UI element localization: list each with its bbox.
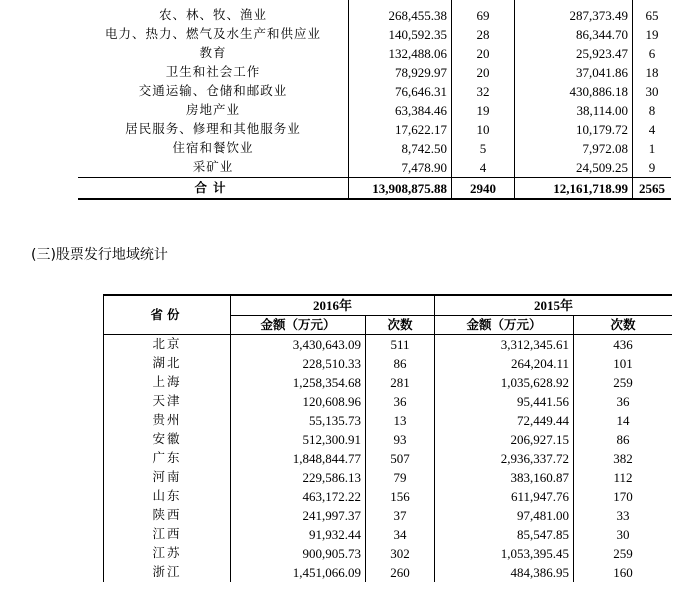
count-2015: 259	[574, 544, 673, 563]
industry-name: 农、林、牧、渔业	[78, 6, 349, 25]
amount-2015: 97,481.00	[435, 506, 574, 525]
amount-2015: 484,386.95	[435, 563, 574, 582]
count-2016: 28	[452, 25, 515, 44]
amount-2016: 63,384.46	[349, 101, 452, 120]
total-count-2015: 2565	[633, 178, 672, 200]
count-2015: 4	[633, 120, 672, 139]
amount-2015: 287,373.49	[515, 6, 633, 25]
table-row	[104, 563, 673, 582]
province-name: 安徽	[104, 430, 231, 449]
table-row	[104, 468, 673, 487]
amount-2015: 206,927.15	[435, 430, 574, 449]
amount-2015: 2,936,337.72	[435, 449, 574, 468]
province-name: 贵州	[104, 411, 231, 430]
industry-table	[78, 0, 671, 200]
industry-name: 居民服务、修理和其他服务业	[78, 120, 349, 139]
table-row	[78, 63, 671, 82]
count-2016: 511	[366, 335, 435, 355]
amount-2016: 1,258,354.68	[231, 373, 366, 392]
count-2015: 30	[633, 82, 672, 101]
amount-2016: 140,592.35	[349, 25, 452, 44]
count-2016: 19	[452, 101, 515, 120]
province-name: 江苏	[104, 544, 231, 563]
industry-name: 房地产业	[78, 101, 349, 120]
count-2016: 93	[366, 430, 435, 449]
count-2015: 160	[574, 563, 673, 582]
amount-2016: 268,455.38	[349, 6, 452, 25]
province-name: 天津	[104, 392, 231, 411]
amount-2015: 24,509.25	[515, 158, 633, 178]
industry-name: 电力、热力、燃气及水生产和供应业	[78, 25, 349, 44]
total-amount-2015: 12,161,718.99	[515, 178, 633, 200]
count-2015: 170	[574, 487, 673, 506]
province-name: 江西	[104, 525, 231, 544]
table-row	[78, 139, 671, 158]
amount-2015: 37,041.86	[515, 63, 633, 82]
count-2015: 8	[633, 101, 672, 120]
count-2016: 156	[366, 487, 435, 506]
section-title: (三)股票发行地域统计	[31, 247, 168, 263]
count-2016: 4	[452, 158, 515, 178]
amount-2016: 7,478.90	[349, 158, 452, 178]
province-name: 广东	[104, 449, 231, 468]
province-name: 山东	[104, 487, 231, 506]
table-row	[78, 44, 671, 63]
count-2016: 281	[366, 373, 435, 392]
count-2016: 34	[366, 525, 435, 544]
total-amount-2016: 13,908,875.88	[349, 178, 452, 200]
count-2016: 20	[452, 44, 515, 63]
amount-2015: 264,204.11	[435, 354, 574, 373]
count-2015: 259	[574, 373, 673, 392]
amount-2016: 17,622.17	[349, 120, 452, 139]
count-2015: 1	[633, 139, 672, 158]
province-name: 河南	[104, 468, 231, 487]
count-2015: 33	[574, 506, 673, 525]
amount-2015: 1,053,395.45	[435, 544, 574, 563]
count-2015: 112	[574, 468, 673, 487]
count-2016: 507	[366, 449, 435, 468]
total-count-2016: 2940	[452, 178, 515, 200]
amount-2015: 430,886.18	[515, 82, 633, 101]
table-row	[78, 25, 671, 44]
amount-2016: 228,510.33	[231, 354, 366, 373]
count-2015: 19	[633, 25, 672, 44]
province-name: 陕西	[104, 506, 231, 525]
count-2015: 101	[574, 354, 673, 373]
amount-2016: 241,997.37	[231, 506, 366, 525]
count-2016: 10	[452, 120, 515, 139]
count-2015: 9	[633, 158, 672, 178]
table-row	[104, 487, 673, 506]
total-label: 合计	[78, 178, 349, 200]
count-2016: 37	[366, 506, 435, 525]
province-name: 湖北	[104, 354, 231, 373]
amount-2015: 7,972.08	[515, 139, 633, 158]
amount-2015: 38,114.00	[515, 101, 633, 120]
count-2016: 5	[452, 139, 515, 158]
province-header: 省份	[104, 295, 231, 335]
industry-name: 交通运输、仓储和邮政业	[78, 82, 349, 101]
amount-2016: 76,646.31	[349, 82, 452, 101]
header-row-years	[104, 295, 673, 316]
count-2016: 20	[452, 63, 515, 82]
province-name: 浙江	[104, 563, 231, 582]
amount-2015-header: 金额（万元）	[435, 316, 574, 335]
amount-2016: 132,488.06	[349, 44, 452, 63]
province-name: 北京	[104, 335, 231, 355]
table-row	[78, 6, 671, 25]
amount-2016: 229,586.13	[231, 468, 366, 487]
total-row	[78, 178, 671, 200]
industry-name: 采矿业	[78, 158, 349, 178]
table-row	[104, 449, 673, 468]
amount-2016: 55,135.73	[231, 411, 366, 430]
amount-2015: 85,547.85	[435, 525, 574, 544]
amount-2015: 1,035,628.92	[435, 373, 574, 392]
amount-2016: 900,905.73	[231, 544, 366, 563]
amount-2015: 611,947.76	[435, 487, 574, 506]
amount-2015: 383,160.87	[435, 468, 574, 487]
year-2015-header: 2015年	[435, 295, 673, 316]
amount-2016: 8,742.50	[349, 139, 452, 158]
amount-2015: 3,312,345.61	[435, 335, 574, 355]
amount-2015: 86,344.70	[515, 25, 633, 44]
industry-name: 教育	[78, 44, 349, 63]
table-row	[78, 82, 671, 101]
province-table	[103, 294, 672, 582]
count-2016: 260	[366, 563, 435, 582]
table-row	[78, 101, 671, 120]
amount-2016: 3,430,643.09	[231, 335, 366, 355]
amount-2016-header: 金额（万元）	[231, 316, 366, 335]
count-2015: 30	[574, 525, 673, 544]
amount-2015: 10,179.72	[515, 120, 633, 139]
amount-2016: 91,932.44	[231, 525, 366, 544]
count-2015: 382	[574, 449, 673, 468]
industry-name: 卫生和社会工作	[78, 63, 349, 82]
table-row	[104, 430, 673, 449]
industry-name: 住宿和餐饮业	[78, 139, 349, 158]
count-2015: 18	[633, 63, 672, 82]
table-row	[104, 544, 673, 563]
year-2016-header: 2016年	[231, 295, 435, 316]
table-row	[104, 411, 673, 430]
count-2015: 36	[574, 392, 673, 411]
amount-2015: 95,441.56	[435, 392, 574, 411]
count-2016: 69	[452, 6, 515, 25]
table-row	[104, 525, 673, 544]
count-2016: 13	[366, 411, 435, 430]
province-name: 上海	[104, 373, 231, 392]
count-2016: 36	[366, 392, 435, 411]
amount-2016: 1,848,844.77	[231, 449, 366, 468]
amount-2016: 120,608.96	[231, 392, 366, 411]
table-row	[104, 373, 673, 392]
count-2016: 302	[366, 544, 435, 563]
count-2015: 6	[633, 44, 672, 63]
count-2016: 79	[366, 468, 435, 487]
count-2015: 436	[574, 335, 673, 355]
amount-2016: 463,172.22	[231, 487, 366, 506]
table-row	[78, 120, 671, 139]
count-2015: 86	[574, 430, 673, 449]
table-row	[78, 158, 671, 178]
table-row	[104, 506, 673, 525]
amount-2015: 25,923.47	[515, 44, 633, 63]
count-2016: 32	[452, 82, 515, 101]
table-row	[104, 392, 673, 411]
count-2015: 14	[574, 411, 673, 430]
amount-2016: 78,929.97	[349, 63, 452, 82]
amount-2016: 1,451,066.09	[231, 563, 366, 582]
count-2015-header: 次数	[574, 316, 673, 335]
table-row	[104, 335, 673, 355]
count-2015: 65	[633, 6, 672, 25]
count-2016-header: 次数	[366, 316, 435, 335]
count-2016: 86	[366, 354, 435, 373]
table-row	[104, 354, 673, 373]
amount-2015: 72,449.44	[435, 411, 574, 430]
amount-2016: 512,300.91	[231, 430, 366, 449]
